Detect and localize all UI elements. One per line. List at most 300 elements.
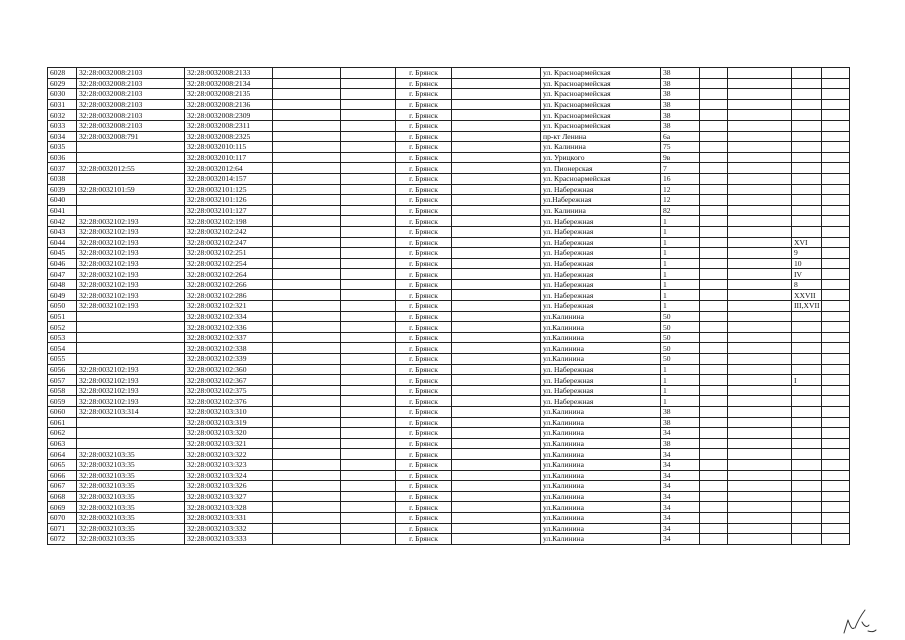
col-10-cell <box>700 237 728 248</box>
house-number-cell: 50 <box>661 343 700 354</box>
cadastral-number-cell: 32:28:0032102:321 <box>185 301 273 312</box>
city-cell: г. Брянск <box>396 438 452 449</box>
street-cell: ул.Калинина <box>541 534 661 545</box>
col-10-cell <box>700 301 728 312</box>
col-13-cell <box>822 152 850 163</box>
house-number-cell: 34 <box>661 470 700 481</box>
col-4-cell <box>273 311 341 322</box>
col-7-cell <box>452 237 541 248</box>
cadastral-number-cell: 32:28:0032103:331 <box>185 512 273 523</box>
col-11-cell <box>728 142 792 153</box>
table-row <box>48 226 850 237</box>
table-row <box>48 99 850 110</box>
col-11-cell <box>728 152 792 163</box>
cadastral-number-cell: 32:28:0032103:326 <box>185 481 273 492</box>
table-row <box>48 332 850 343</box>
col-13-cell <box>822 173 850 184</box>
row-number-cell: 6035 <box>48 142 77 153</box>
col-4-cell <box>273 173 341 184</box>
col-11-cell <box>728 311 792 322</box>
col-11-cell <box>728 184 792 195</box>
street-cell: ул.Калинина <box>541 332 661 343</box>
row-number-cell: 6070 <box>48 512 77 523</box>
col-11-cell <box>728 279 792 290</box>
city-cell: г. Брянск <box>396 322 452 333</box>
row-number-cell: 6050 <box>48 301 77 312</box>
col-10-cell <box>700 131 728 142</box>
street-cell: ул. Красноармейская <box>541 78 661 89</box>
row-number-cell: 6069 <box>48 502 77 513</box>
col-11-cell <box>728 99 792 110</box>
cadastral-number-cell: 32:28:0032102:266 <box>185 279 273 290</box>
apartment-cell <box>792 216 822 227</box>
col-7-cell <box>452 163 541 174</box>
row-number-cell: 6048 <box>48 279 77 290</box>
street-cell: ул.Калинина <box>541 523 661 534</box>
land-parcel-number-cell <box>77 428 185 439</box>
city-cell: г. Брянск <box>396 89 452 100</box>
col-7-cell <box>452 343 541 354</box>
col-7-cell <box>452 396 541 407</box>
city-cell: г. Брянск <box>396 417 452 428</box>
col-4-cell <box>273 195 341 206</box>
col-11-cell <box>728 120 792 131</box>
apartment-cell <box>792 68 822 79</box>
house-number-cell: 34 <box>661 534 700 545</box>
land-parcel-number-cell: 32:28:0032102:193 <box>77 301 185 312</box>
col-13-cell <box>822 279 850 290</box>
row-number-cell: 6028 <box>48 68 77 79</box>
col-5-cell <box>341 68 396 79</box>
col-5-cell <box>341 512 396 523</box>
apartment-cell: XVI <box>792 237 822 248</box>
col-13-cell <box>822 226 850 237</box>
house-number-cell: 38 <box>661 68 700 79</box>
cadastral-number-cell: 32:28:0032103:320 <box>185 428 273 439</box>
street-cell: ул. Набережная <box>541 184 661 195</box>
col-11-cell <box>728 502 792 513</box>
col-4-cell <box>273 301 341 312</box>
apartment-cell <box>792 131 822 142</box>
house-number-cell: 50 <box>661 332 700 343</box>
table-row <box>48 512 850 523</box>
street-cell: ул. Красноармейская <box>541 110 661 121</box>
apartment-cell <box>792 396 822 407</box>
col-7-cell <box>452 68 541 79</box>
col-10-cell <box>700 99 728 110</box>
street-cell: ул. Набережная <box>541 248 661 259</box>
street-cell: ул. Калинина <box>541 205 661 216</box>
row-number-cell: 6060 <box>48 407 77 418</box>
col-4-cell <box>273 470 341 481</box>
col-5-cell <box>341 120 396 131</box>
land-parcel-number-cell: 32:28:0032103:35 <box>77 481 185 492</box>
col-4-cell <box>273 459 341 470</box>
col-5-cell <box>341 449 396 460</box>
house-number-cell: 34 <box>661 512 700 523</box>
row-number-cell: 6038 <box>48 173 77 184</box>
apartment-cell <box>792 163 822 174</box>
row-number-cell: 6068 <box>48 491 77 502</box>
table-row <box>48 237 850 248</box>
col-11-cell <box>728 110 792 121</box>
apartment-cell: 10 <box>792 258 822 269</box>
col-10-cell <box>700 248 728 259</box>
col-4-cell <box>273 290 341 301</box>
col-5-cell <box>341 258 396 269</box>
col-7-cell <box>452 534 541 545</box>
table-row <box>48 142 850 153</box>
city-cell: г. Брянск <box>396 523 452 534</box>
col-11-cell <box>728 216 792 227</box>
table-row <box>48 195 850 206</box>
street-cell: ул. Урицкого <box>541 152 661 163</box>
col-13-cell <box>822 301 850 312</box>
col-5-cell <box>341 237 396 248</box>
col-7-cell <box>452 438 541 449</box>
street-cell: ул. Красноармейская <box>541 99 661 110</box>
apartment-cell <box>792 470 822 481</box>
cadastral-number-cell: 32:28:0032010:117 <box>185 152 273 163</box>
land-parcel-number-cell: 32:28:0032102:193 <box>77 216 185 227</box>
row-number-cell: 6071 <box>48 523 77 534</box>
table-row <box>48 89 850 100</box>
land-parcel-number-cell: 32:28:0032103:35 <box>77 523 185 534</box>
table-row <box>48 301 850 312</box>
street-cell: ул. Красноармейская <box>541 89 661 100</box>
col-5-cell <box>341 110 396 121</box>
col-13-cell <box>822 290 850 301</box>
col-4-cell <box>273 502 341 513</box>
col-7-cell <box>452 152 541 163</box>
col-11-cell <box>728 417 792 428</box>
col-4-cell <box>273 248 341 259</box>
col-13-cell <box>822 332 850 343</box>
col-7-cell <box>452 120 541 131</box>
apartment-cell <box>792 184 822 195</box>
col-5-cell <box>341 491 396 502</box>
col-11-cell <box>728 375 792 386</box>
table-row <box>48 279 850 290</box>
col-5-cell <box>341 279 396 290</box>
house-number-cell: 9в <box>661 152 700 163</box>
land-parcel-number-cell: 32:28:0032102:193 <box>77 385 185 396</box>
col-13-cell <box>822 184 850 195</box>
street-cell: ул.Калинина <box>541 449 661 460</box>
land-parcel-number-cell: 32:28:0032102:193 <box>77 375 185 386</box>
col-11-cell <box>728 258 792 269</box>
col-11-cell <box>728 89 792 100</box>
col-7-cell <box>452 385 541 396</box>
col-4-cell <box>273 131 341 142</box>
col-10-cell <box>700 459 728 470</box>
col-13-cell <box>822 322 850 333</box>
cadastral-number-cell: 32:28:0032103:332 <box>185 523 273 534</box>
col-7-cell <box>452 322 541 333</box>
city-cell: г. Брянск <box>396 68 452 79</box>
row-number-cell: 6042 <box>48 216 77 227</box>
col-5-cell <box>341 417 396 428</box>
row-number-cell: 6053 <box>48 332 77 343</box>
cadastral-number-cell: 32:28:0032014:157 <box>185 173 273 184</box>
col-11-cell <box>728 459 792 470</box>
row-number-cell: 6030 <box>48 89 77 100</box>
table-row <box>48 396 850 407</box>
col-5-cell <box>341 343 396 354</box>
col-4-cell <box>273 184 341 195</box>
city-cell: г. Брянск <box>396 502 452 513</box>
col-13-cell <box>822 68 850 79</box>
col-11-cell <box>728 364 792 375</box>
table-row <box>48 375 850 386</box>
table-body <box>48 68 850 545</box>
apartment-cell <box>792 438 822 449</box>
land-parcel-number-cell <box>77 354 185 365</box>
col-13-cell <box>822 470 850 481</box>
city-cell: г. Брянск <box>396 120 452 131</box>
land-parcel-number-cell <box>77 438 185 449</box>
table-row <box>48 269 850 280</box>
street-cell: ул. Красноармейская <box>541 173 661 184</box>
col-13-cell <box>822 248 850 259</box>
col-10-cell <box>700 195 728 206</box>
col-7-cell <box>452 470 541 481</box>
col-13-cell <box>822 385 850 396</box>
table-row <box>48 258 850 269</box>
city-cell: г. Брянск <box>396 534 452 545</box>
table-row <box>48 163 850 174</box>
cadastral-number-cell: 32:28:0032103:323 <box>185 459 273 470</box>
col-4-cell <box>273 407 341 418</box>
cadastral-number-cell: 32:28:0032102:264 <box>185 269 273 280</box>
row-number-cell: 6041 <box>48 205 77 216</box>
street-cell: ул. Набережная <box>541 396 661 407</box>
col-5-cell <box>341 205 396 216</box>
col-4-cell <box>273 354 341 365</box>
col-10-cell <box>700 142 728 153</box>
city-cell: г. Брянск <box>396 258 452 269</box>
city-cell: г. Брянск <box>396 407 452 418</box>
apartment-cell <box>792 512 822 523</box>
cadastral-number-cell: 32:28:0032101:126 <box>185 195 273 206</box>
city-cell: г. Брянск <box>396 491 452 502</box>
city-cell: г. Брянск <box>396 301 452 312</box>
table-row <box>48 417 850 428</box>
house-number-cell: 1 <box>661 226 700 237</box>
cadastral-number-cell: 32:28:0032102:334 <box>185 311 273 322</box>
col-10-cell <box>700 470 728 481</box>
house-number-cell: 12 <box>661 184 700 195</box>
land-parcel-number-cell: 32:28:0032102:193 <box>77 364 185 375</box>
land-parcel-number-cell: 32:28:0032008:2103 <box>77 110 185 121</box>
table-row <box>48 385 850 396</box>
col-7-cell <box>452 502 541 513</box>
col-7-cell <box>452 407 541 418</box>
city-cell: г. Брянск <box>396 354 452 365</box>
col-10-cell <box>700 68 728 79</box>
city-cell: г. Брянск <box>396 110 452 121</box>
col-7-cell <box>452 269 541 280</box>
land-parcel-number-cell <box>77 343 185 354</box>
cadastral-number-cell: 32:28:0032008:2134 <box>185 78 273 89</box>
col-11-cell <box>728 237 792 248</box>
col-11-cell <box>728 131 792 142</box>
col-10-cell <box>700 396 728 407</box>
col-7-cell <box>452 332 541 343</box>
row-number-cell: 6054 <box>48 343 77 354</box>
col-5-cell <box>341 89 396 100</box>
land-parcel-number-cell: 32:28:0032008:2103 <box>77 120 185 131</box>
land-parcel-number-cell: 32:28:0032103:35 <box>77 449 185 460</box>
col-4-cell <box>273 534 341 545</box>
col-7-cell <box>452 205 541 216</box>
col-13-cell <box>822 195 850 206</box>
row-number-cell: 6046 <box>48 258 77 269</box>
col-4-cell <box>273 163 341 174</box>
row-number-cell: 6043 <box>48 226 77 237</box>
house-number-cell: 38 <box>661 438 700 449</box>
col-13-cell <box>822 396 850 407</box>
land-parcel-number-cell <box>77 311 185 322</box>
apartment-cell <box>792 449 822 460</box>
row-number-cell: 6055 <box>48 354 77 365</box>
col-11-cell <box>728 301 792 312</box>
col-11-cell <box>728 68 792 79</box>
col-4-cell <box>273 258 341 269</box>
street-cell: ул.Калинина <box>541 438 661 449</box>
col-5-cell <box>341 534 396 545</box>
col-7-cell <box>452 491 541 502</box>
col-7-cell <box>452 226 541 237</box>
table-row <box>48 502 850 513</box>
col-5-cell <box>341 332 396 343</box>
house-number-cell: 50 <box>661 354 700 365</box>
col-11-cell <box>728 248 792 259</box>
col-10-cell <box>700 311 728 322</box>
col-13-cell <box>822 438 850 449</box>
house-number-cell: 1 <box>661 269 700 280</box>
cadastral-number-cell: 32:28:0032102:337 <box>185 332 273 343</box>
land-parcel-number-cell: 32:28:0032102:193 <box>77 396 185 407</box>
col-13-cell <box>822 481 850 492</box>
land-parcel-number-cell: 32:28:0032008:2103 <box>77 99 185 110</box>
col-4-cell <box>273 78 341 89</box>
house-number-cell: 50 <box>661 322 700 333</box>
apartment-cell <box>792 78 822 89</box>
land-parcel-number-cell: 32:28:0032103:35 <box>77 502 185 513</box>
house-number-cell: 34 <box>661 491 700 502</box>
cadastral-number-cell: 32:28:0032010:115 <box>185 142 273 153</box>
table-row <box>48 491 850 502</box>
city-cell: г. Брянск <box>396 481 452 492</box>
col-5-cell <box>341 99 396 110</box>
street-cell: ул. Набережная <box>541 290 661 301</box>
col-7-cell <box>452 417 541 428</box>
city-cell: г. Брянск <box>396 195 452 206</box>
col-4-cell <box>273 152 341 163</box>
table-row <box>48 438 850 449</box>
street-cell: ул.Калинина <box>541 502 661 513</box>
col-5-cell <box>341 216 396 227</box>
col-5-cell <box>341 481 396 492</box>
col-11-cell <box>728 343 792 354</box>
land-parcel-number-cell: 32:28:0032102:193 <box>77 258 185 269</box>
col-13-cell <box>822 216 850 227</box>
land-parcel-number-cell <box>77 195 185 206</box>
apartment-cell <box>792 481 822 492</box>
land-parcel-number-cell <box>77 332 185 343</box>
col-10-cell <box>700 364 728 375</box>
col-5-cell <box>341 248 396 259</box>
house-number-cell: 1 <box>661 385 700 396</box>
table-row <box>48 311 850 322</box>
street-cell: пр-кт Ленина <box>541 131 661 142</box>
col-10-cell <box>700 417 728 428</box>
col-7-cell <box>452 184 541 195</box>
col-5-cell <box>341 364 396 375</box>
land-parcel-number-cell: 32:28:0032103:314 <box>77 407 185 418</box>
land-parcel-number-cell <box>77 322 185 333</box>
col-5-cell <box>341 375 396 386</box>
col-7-cell <box>452 311 541 322</box>
land-parcel-number-cell: 32:28:0032012:55 <box>77 163 185 174</box>
col-4-cell <box>273 364 341 375</box>
col-10-cell <box>700 491 728 502</box>
land-parcel-number-cell: 32:28:0032008:2103 <box>77 78 185 89</box>
apartment-cell <box>792 407 822 418</box>
col-10-cell <box>700 512 728 523</box>
col-11-cell <box>728 428 792 439</box>
street-cell: ул.Калинина <box>541 322 661 333</box>
col-7-cell <box>452 449 541 460</box>
cadastral-number-cell: 32:28:0032103:310 <box>185 407 273 418</box>
col-7-cell <box>452 99 541 110</box>
house-number-cell: 16 <box>661 173 700 184</box>
city-cell: г. Брянск <box>396 470 452 481</box>
cadastral-number-cell: 32:28:0032012:64 <box>185 163 273 174</box>
col-5-cell <box>341 269 396 280</box>
col-13-cell <box>822 491 850 502</box>
cadastral-number-cell: 32:28:0032008:2325 <box>185 131 273 142</box>
col-4-cell <box>273 375 341 386</box>
table-row <box>48 449 850 460</box>
street-cell: ул. Набережная <box>541 385 661 396</box>
col-10-cell <box>700 375 728 386</box>
cadastral-number-cell: 32:28:0032102:286 <box>185 290 273 301</box>
street-cell: ул. Набережная <box>541 237 661 248</box>
apartment-cell: IV <box>792 269 822 280</box>
col-4-cell <box>273 269 341 280</box>
land-parcel-number-cell: 32:28:0032103:35 <box>77 512 185 523</box>
city-cell: г. Брянск <box>396 449 452 460</box>
col-4-cell <box>273 237 341 248</box>
cadastral-number-cell: 32:28:0032103:333 <box>185 534 273 545</box>
table-row <box>48 459 850 470</box>
col-13-cell <box>822 163 850 174</box>
house-number-cell: 6а <box>661 131 700 142</box>
col-4-cell <box>273 417 341 428</box>
col-7-cell <box>452 301 541 312</box>
apartment-cell <box>792 173 822 184</box>
street-cell: ул. Калинина <box>541 142 661 153</box>
land-parcel-number-cell <box>77 142 185 153</box>
col-5-cell <box>341 195 396 206</box>
street-cell: ул. Набережная <box>541 226 661 237</box>
city-cell: г. Брянск <box>396 173 452 184</box>
row-number-cell: 6052 <box>48 322 77 333</box>
row-number-cell: 6063 <box>48 438 77 449</box>
col-10-cell <box>700 322 728 333</box>
